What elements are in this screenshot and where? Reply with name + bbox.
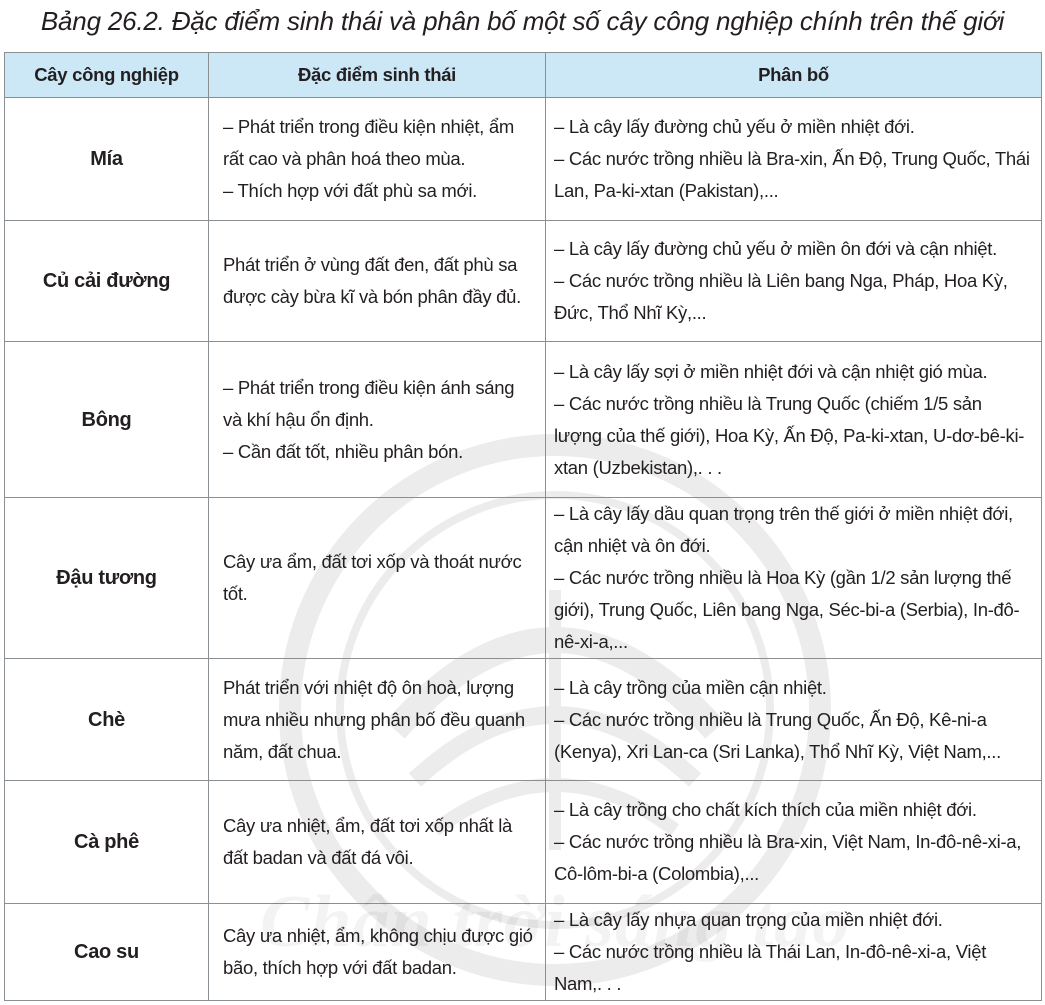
distribution-text: – Là cây lấy sợi ở miền nhiệt đới và cận nhiệt gió mùa.	[554, 360, 988, 382]
ecology-text: Phát triển ở vùng đất đen, đất phù sa được cày bừa kĩ và bón phân đầy đủ.	[223, 254, 521, 307]
crop-name: Bông	[5, 342, 209, 498]
distribution-text: – Là cây lấy đường chủ yếu ở miền nhiệt đới.	[554, 116, 915, 137]
ecology-text: Cây ưa ẩm, đất tơi xốp và thoát nước tốt.	[223, 551, 522, 604]
table-row	[5, 221, 1042, 342]
column-header-distribution: Phân bố	[546, 53, 1042, 98]
distribution-text: – Là cây trồng cho chất kích thích của miền nhiệt đới.	[554, 799, 977, 820]
distribution-cell	[546, 904, 1042, 1001]
crop-name: Cao su	[5, 904, 209, 1001]
distribution-text: – Các nước trồng nhiều là Trung Quốc (chiếm 1/5 sản lượng của thế giới), Hoa Kỳ, Ấn Độ, Pa-ki-xtan, U-dơ-bê-ki-xtan (Uzbekistan),. . .	[554, 392, 1025, 478]
ecology-text: – Phát triển trong điều kiện ánh sáng và khí hậu ổn định.	[223, 376, 515, 430]
distribution-cell	[546, 659, 1042, 781]
table-caption: Bảng 26.2. Đặc điểm sinh thái và phân bố một số cây công nghiệp chính trên thế giới	[40, 6, 1005, 36]
table-header-row	[5, 53, 1042, 98]
distribution-cell	[546, 342, 1042, 498]
distribution-text: – Các nước trồng nhiều là Bra-xin, Việt Nam, In-đô-nê-xi-a, Cô-lôm-bi-a (Colombia),...	[554, 831, 1022, 884]
ecology-text: – Phát triển trong điều kiện nhiệt, ẩm rất cao và phân hoá theo mùa.	[223, 116, 514, 169]
table-row	[5, 904, 1042, 1001]
distribution-text: – Các nước trồng nhiều là Thái Lan, In-đô-nê-xi-a, Việt Nam,. . .	[554, 941, 987, 994]
distribution-text: – Các nước trồng nhiều là Liên bang Nga, Pháp, Hoa Kỳ, Đức, Thổ Nhĩ Kỳ,...	[554, 270, 1008, 323]
crop-name: Đậu tương	[5, 498, 209, 659]
table-row	[5, 659, 1042, 781]
ecology-cell	[209, 342, 546, 498]
ecology-cell	[209, 498, 546, 659]
distribution-cell	[546, 98, 1042, 221]
table-row	[5, 342, 1042, 498]
distribution-cell	[546, 498, 1042, 659]
ecology-cell	[209, 781, 546, 904]
distribution-text: – Các nước trồng nhiều là Bra-xin, Ấn Độ, Trung Quốc, Thái Lan, Pa-ki-xtan (Pakistan),...	[554, 148, 1030, 201]
ecology-cell	[209, 659, 546, 781]
distribution-cell	[546, 781, 1042, 904]
distribution-text: – Là cây lấy nhựa quan trọng của miền nhiệt đới.	[554, 909, 943, 930]
crop-name: Củ cải đường	[5, 221, 209, 342]
table-row	[5, 498, 1042, 659]
distribution-text: – Là cây lấy đường chủ yếu ở miền ôn đới và cận nhiệt.	[554, 238, 997, 259]
column-header-ecology: Đặc điểm sinh thái	[209, 53, 546, 98]
distribution-text: – Là cây lấy dầu quan trọng trên thế giới ở miền nhiệt đới, cận nhiệt và ôn đới.	[554, 503, 1013, 556]
ecology-cell	[209, 904, 546, 1001]
crop-name: Chè	[5, 659, 209, 781]
column-header-crop: Cây công nghiệp	[5, 53, 209, 98]
crop-name: Cà phê	[5, 781, 209, 904]
distribution-text: – Các nước trồng nhiều là Trung Quốc, Ấn Độ, Kê-ni-a (Kenya), Xri Lan-ca (Sri Lanka), Thổ Nhĩ Kỳ, Việt Nam,...	[554, 708, 1001, 762]
table-row	[5, 781, 1042, 904]
ecology-cell	[209, 221, 546, 342]
table-row	[5, 98, 1042, 221]
ecology-text: Cây ưa nhiệt, ẩm, không chịu được gió bão, thích hợp với đất badan.	[223, 925, 533, 978]
ecology-cell	[209, 98, 546, 221]
industrial-crops-table	[4, 52, 1042, 1001]
crop-name: Mía	[5, 98, 209, 221]
ecology-text: Phát triển với nhiệt độ ôn hoà, lượng mưa nhiều nhưng phân bố đều quanh năm, đất chua.	[223, 676, 525, 762]
distribution-cell	[546, 221, 1042, 342]
distribution-text: – Các nước trồng nhiều là Hoa Kỳ (gần 1/2 sản lượng thế giới), Trung Quốc, Liên bang Nga, Séc-bi-a (Serbia), In-đô-nê-xi-a,...	[554, 567, 1020, 652]
ecology-text: – Cần đất tốt, nhiều phân bón.	[223, 440, 463, 462]
distribution-text: – Là cây trồng của miền cận nhiệt.	[554, 676, 827, 698]
ecology-text: Cây ưa nhiệt, ẩm, đất tơi xốp nhất là đất badan và đất đá vôi.	[223, 815, 513, 868]
ecology-text: – Thích hợp với đất phù sa mới.	[223, 180, 478, 201]
